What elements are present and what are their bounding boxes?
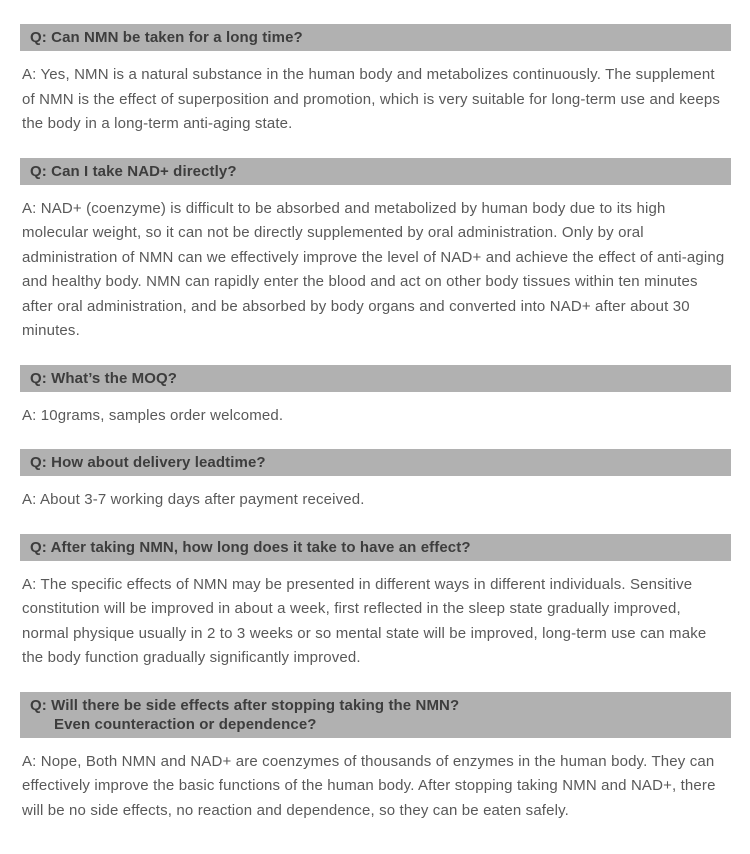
faq-item	[20, 449, 731, 513]
question-text: Q: Will there be side effects after stopping taking the NMN?	[30, 696, 460, 714]
faq-item	[20, 534, 731, 671]
question-text: Q: After taking NMN, how long does it take to have an effect?	[30, 538, 471, 556]
question-text: Q: Can NMN be taken for a long time?	[30, 29, 303, 46]
answer-text: A: About 3-7 working days after payment received.	[22, 491, 365, 508]
question-bar	[20, 449, 731, 476]
answer-text: A: The specific effects of NMN may be presented in different ways in different individuals. Sensitive constitution will be improved in about a week, first reflected in the sleep state gradually improved, normal physique usually in 2 to 3 weeks or so mental state will be improved, long-term use can make the body function gradually significantly improved.	[22, 575, 707, 666]
answer-text: A: 10grams, samples order welcomed.	[22, 406, 284, 424]
answer-text: A: Yes, NMN is a natural substance in the human body and metabolizes continuously. The supplement of NMN is the effect of superposition and promotion, which is very suitable for long-term use and keeps the body in a long-term anti-aging state.	[22, 66, 721, 132]
faq-item	[20, 158, 731, 344]
answer-text: A: NAD+ (coenzyme) is difficult to be absorbed and metabolized by human body due to its high molecular weight, so it can not be directly supplemented by oral administration. Only by oral administration of NMN can we effectively improve the level of NAD+ and achieve the effect of anti-aging and healthy body. NMN can rapidly enter the blood and act on other body tissues within ten minutes after oral administration, and be absorbed by body organs and converted into NAD+ after about 30 minutes.	[22, 199, 725, 339]
question-bar	[20, 24, 731, 51]
answer-text: A: Nope, Both NMN and NAD+ are coenzymes of thousands of enzymes in the human body. They can effectively improve the basic functions of the human body. After stopping taking NMN and NAD+, there will be no side effects, no reaction and dependence, so they can be eaten safely.	[22, 752, 716, 819]
question-bar	[20, 158, 731, 185]
faq-item	[20, 24, 731, 137]
question-text: Q: How about delivery leadtime?	[30, 454, 266, 471]
question-bar	[20, 534, 731, 561]
question-bar	[20, 365, 731, 392]
faq-item	[20, 365, 731, 429]
question-text-line2: Even counteraction or dependence?	[54, 715, 317, 733]
question-text: Q: What’s the MOQ?	[30, 369, 178, 387]
faq-item	[20, 692, 731, 824]
question-text: Q: Can I take NAD+ directly?	[30, 162, 237, 180]
question-bar	[20, 692, 731, 738]
